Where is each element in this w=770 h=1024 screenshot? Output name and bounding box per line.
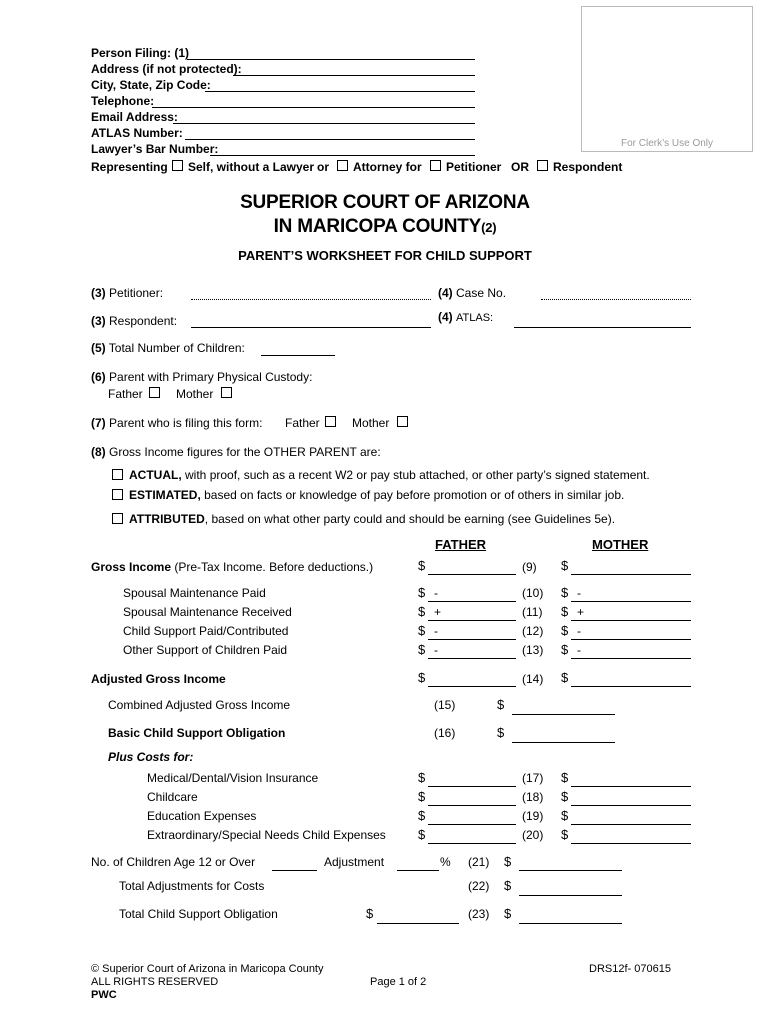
total-obligation-field[interactable] xyxy=(519,923,622,924)
row-18-num: (18) xyxy=(522,790,544,804)
row-21-num: (21) xyxy=(468,855,490,869)
mother-sm-recv-sign: + xyxy=(577,605,585,619)
address-label: Address (if not protected): xyxy=(91,62,242,76)
mother-other-field[interactable] xyxy=(571,658,691,659)
gross-income-label xyxy=(91,560,373,574)
row-14-num: (14) xyxy=(522,672,544,686)
atlas-field[interactable] xyxy=(514,327,691,328)
bar-number-field[interactable] xyxy=(210,155,475,156)
bar-number-label: Lawyer’s Bar Number: xyxy=(91,142,219,156)
row-22-num: (22) xyxy=(468,879,490,893)
person-filing-label: Person Filing: (1) xyxy=(91,46,190,60)
representing-label: Representing xyxy=(91,160,168,174)
custody-mother-label: Mother xyxy=(176,387,214,401)
father-column-header: FATHER xyxy=(435,537,487,552)
footer-copyright: © Superior Court of Arizona in Maricopa County xyxy=(91,963,324,975)
mother-extra-dollar: $ xyxy=(561,827,569,842)
father-gross-field[interactable] xyxy=(428,574,516,575)
self-label: Self, without a Lawyer xyxy=(188,160,315,174)
filing-mother-label: Mother xyxy=(352,416,390,430)
father-cs-paid-field[interactable] xyxy=(428,639,516,640)
filing-text: Parent who is filing this form: xyxy=(109,416,263,430)
atlas-field-label xyxy=(438,310,493,324)
row-23-num: (23) xyxy=(468,907,490,921)
estimated-text: based on facts or knowledge of pay before promotion or of others in similar job. xyxy=(204,488,625,502)
father-sm-paid-sign: - xyxy=(434,586,438,600)
mother-education-dollar: $ xyxy=(561,808,569,823)
telephone-label: Telephone: xyxy=(91,94,155,108)
person-filing-field[interactable] xyxy=(187,59,475,60)
children-text: Total Number of Children: xyxy=(108,341,245,355)
petitioner-text: Petitioner: xyxy=(109,286,164,300)
estimated-checkbox[interactable] xyxy=(112,489,123,500)
other-support-label: Other Support of Children Paid xyxy=(123,643,288,657)
father-medical-field[interactable] xyxy=(428,786,516,787)
mother-other-dollar: $ xyxy=(561,642,569,657)
total-adj-dollar: $ xyxy=(504,878,512,893)
total-obl-left-dollar: $ xyxy=(366,906,374,921)
father-education-dollar: $ xyxy=(418,808,426,823)
custody-father-checkbox[interactable] xyxy=(149,387,160,398)
row-20-num: (20) xyxy=(522,828,544,842)
email-field[interactable] xyxy=(173,123,475,124)
total-obligation-left-field[interactable] xyxy=(377,923,459,924)
mother-cs-paid-field[interactable] xyxy=(571,639,691,640)
case-no-label xyxy=(438,286,506,300)
petitioner-checkbox[interactable] xyxy=(430,160,441,171)
custody-father-label: Father xyxy=(108,387,143,401)
row-9-num: (9) xyxy=(522,560,537,574)
mother-column-header: MOTHER xyxy=(592,537,649,552)
estimated-bold: ESTIMATED, xyxy=(129,488,201,502)
filing-mother-checkbox[interactable] xyxy=(397,416,408,427)
father-other-field[interactable] xyxy=(428,658,516,659)
estimated-option xyxy=(129,488,624,502)
petitioner-label: Petitioner xyxy=(446,160,502,174)
basic-dollar: $ xyxy=(497,725,505,740)
gross-type-label xyxy=(91,445,381,459)
mother-gross-dollar: $ xyxy=(561,558,569,573)
children-field[interactable] xyxy=(261,355,335,356)
telephone-field[interactable] xyxy=(152,107,475,108)
adjustment-percent: % xyxy=(440,855,451,869)
atlas-number-field[interactable] xyxy=(185,139,475,140)
gross-type-text: Gross Income figures for the OTHER PARENT are: xyxy=(109,445,381,459)
medical-label: Medical/Dental/Vision Insurance xyxy=(147,771,319,785)
total-adjustments-field[interactable] xyxy=(519,895,622,896)
mother-other-sign: - xyxy=(577,643,581,657)
age12-field[interactable] xyxy=(272,870,317,871)
filing-father-checkbox[interactable] xyxy=(325,416,336,427)
actual-text: with proof, such as a recent W2 or pay stub attached, or other party’s signed statement. xyxy=(185,468,650,482)
father-cs-paid-sign: - xyxy=(434,624,438,638)
sm-received-label: Spousal Maintenance Received xyxy=(123,605,292,619)
basic-obligation-label: Basic Child Support Obligation xyxy=(108,726,286,740)
age12-label: No. of Children Age 12 or Over xyxy=(91,855,256,869)
respondent-checkbox[interactable] xyxy=(537,160,548,171)
case-no-field[interactable] xyxy=(541,299,691,300)
father-education-field[interactable] xyxy=(428,824,516,825)
row-12-num: (12) xyxy=(522,624,544,638)
father-other-dollar: $ xyxy=(418,642,426,657)
mother-education-field[interactable] xyxy=(571,824,691,825)
mother-sm-recv-dollar: $ xyxy=(561,604,569,619)
mother-sm-paid-sign: - xyxy=(577,586,581,600)
sm-paid-label: Spousal Maintenance Paid xyxy=(123,586,266,600)
custody-label xyxy=(91,370,312,384)
father-medical-dollar: $ xyxy=(418,770,426,785)
mother-cs-paid-dollar: $ xyxy=(561,623,569,638)
filing-label xyxy=(91,416,262,430)
attorney-checkbox[interactable] xyxy=(337,160,348,171)
respondent-field-label xyxy=(91,314,177,328)
children-num: (5) xyxy=(91,341,106,355)
plus-costs-label: Plus Costs for: xyxy=(108,750,194,764)
age12-dollar: $ xyxy=(504,854,512,869)
email-label: Email Address: xyxy=(91,110,178,124)
father-adjusted-field[interactable] xyxy=(428,686,516,687)
petitioner-num: (3) xyxy=(91,286,106,300)
attorney-label: Attorney for xyxy=(353,160,422,174)
total-obligation-label: Total Child Support Obligation xyxy=(119,907,278,921)
childcare-label: Childcare xyxy=(147,790,198,804)
clerk-use-box xyxy=(581,6,753,152)
father-childcare-field[interactable] xyxy=(428,805,516,806)
city-label: City, State, Zip Code: xyxy=(91,78,211,92)
actual-bold: ACTUAL, xyxy=(129,468,182,482)
basic-field[interactable] xyxy=(512,742,615,743)
gross-income-text: (Pre-Tax Income. Before deductions.) xyxy=(174,560,374,574)
father-adjusted-dollar: $ xyxy=(418,670,426,685)
filing-num: (7) xyxy=(91,416,106,430)
atlas-text: ATLAS: xyxy=(456,312,494,324)
extraordinary-label: Extraordinary/Special Needs Child Expenses xyxy=(147,828,386,842)
county-title-num: (2) xyxy=(481,220,497,235)
mother-childcare-dollar: $ xyxy=(561,789,569,804)
father-extra-dollar: $ xyxy=(418,827,426,842)
age12-amount-field[interactable] xyxy=(519,870,622,871)
petitioner-field-label xyxy=(91,286,163,300)
court-title: SUPERIOR COURT OF ARIZONA xyxy=(240,192,530,213)
father-sm-recv-field[interactable] xyxy=(428,620,516,621)
father-cs-paid-dollar: $ xyxy=(418,623,426,638)
custody-mother-checkbox[interactable] xyxy=(221,387,232,398)
actual-checkbox[interactable] xyxy=(112,469,123,480)
footer-code: DRS12f- 070615 xyxy=(589,963,671,975)
attributed-checkbox[interactable] xyxy=(112,513,123,524)
attributed-option xyxy=(129,512,615,526)
mother-childcare-field[interactable] xyxy=(571,805,691,806)
footer-page: Page 1 of 2 xyxy=(370,976,427,988)
father-gross-dollar: $ xyxy=(418,558,426,573)
atlas-num: (4) xyxy=(438,310,453,324)
filing-father-label: Father xyxy=(285,416,320,430)
row-19-num: (19) xyxy=(522,809,544,823)
respondent-name-field[interactable] xyxy=(191,327,431,328)
atlas-number-label: ATLAS Number: xyxy=(91,126,183,140)
mother-adjusted-dollar: $ xyxy=(561,670,569,685)
father-sm-recv-dollar: $ xyxy=(418,604,426,619)
county-title xyxy=(0,216,770,238)
education-label: Education Expenses xyxy=(147,809,257,823)
adjustment-label: Adjustment xyxy=(324,855,385,869)
mother-cs-paid-sign: - xyxy=(577,624,581,638)
father-extra-field[interactable] xyxy=(428,843,516,844)
father-other-sign: - xyxy=(434,643,438,657)
row-16-num: (16) xyxy=(434,726,456,740)
clerk-use-label: For Clerk’s Use Only xyxy=(620,138,714,149)
footer-pwc: PWC xyxy=(91,989,117,1001)
row-13-num: (13) xyxy=(522,643,544,657)
worksheet-title: PARENT’S WORKSHEET FOR CHILD SUPPORT xyxy=(238,248,532,263)
petitioner-name-field[interactable] xyxy=(191,299,431,300)
total-adjustments-label: Total Adjustments for Costs xyxy=(119,879,265,893)
address-field[interactable] xyxy=(233,75,475,76)
children-label xyxy=(91,341,245,355)
gross-type-num: (8) xyxy=(91,445,106,459)
adjusted-gross-label: Adjusted Gross Income xyxy=(91,672,226,686)
cs-paid-label: Child Support Paid/Contributed xyxy=(123,624,289,638)
actual-option xyxy=(129,468,650,482)
mother-sm-paid-field[interactable] xyxy=(571,601,691,602)
attributed-text: , based on what other party could and should be earning (see Guidelines 5e). xyxy=(204,512,616,526)
self-checkbox[interactable] xyxy=(172,160,183,171)
county-title-text: IN MARICOPA COUNTY xyxy=(273,216,482,237)
mother-sm-paid-dollar: $ xyxy=(561,585,569,600)
total-obl-dollar: $ xyxy=(504,906,512,921)
mother-medical-field[interactable] xyxy=(571,786,691,787)
gross-income-bold: Gross Income xyxy=(91,560,172,574)
respondent-num: (3) xyxy=(91,314,106,328)
combined-dollar: $ xyxy=(497,697,505,712)
adjustment-field[interactable] xyxy=(397,870,439,871)
row-17-num: (17) xyxy=(522,771,544,785)
row-11-num: (11) xyxy=(522,605,543,619)
father-sm-recv-sign: + xyxy=(434,605,442,619)
mother-extra-field[interactable] xyxy=(571,843,691,844)
custody-num: (6) xyxy=(91,370,106,384)
mother-medical-dollar: $ xyxy=(561,770,569,785)
or-label: or xyxy=(317,160,329,174)
city-field[interactable] xyxy=(205,91,475,92)
combined-label: Combined Adjusted Gross Income xyxy=(108,698,291,712)
row-15-num: (15) xyxy=(434,698,456,712)
father-sm-paid-field[interactable] xyxy=(428,601,516,602)
custody-text: Parent with Primary Physical Custody: xyxy=(109,370,313,384)
father-childcare-dollar: $ xyxy=(418,789,426,804)
or-upper-label: OR xyxy=(511,160,529,174)
case-num: (4) xyxy=(438,286,453,300)
father-sm-paid-dollar: $ xyxy=(418,585,426,600)
mother-sm-recv-field[interactable] xyxy=(571,620,691,621)
respondent-label: Respondent xyxy=(553,160,623,174)
mother-gross-field[interactable] xyxy=(571,574,691,575)
attributed-bold: ATTRIBUTED xyxy=(129,512,205,526)
footer-rights: ALL RIGHTS RESERVED xyxy=(91,976,219,988)
respondent-text: Respondent: xyxy=(109,314,178,328)
combined-field[interactable] xyxy=(512,714,615,715)
row-10-num: (10) xyxy=(522,586,544,600)
mother-adjusted-field[interactable] xyxy=(571,686,691,687)
case-text: Case No. xyxy=(456,286,507,300)
